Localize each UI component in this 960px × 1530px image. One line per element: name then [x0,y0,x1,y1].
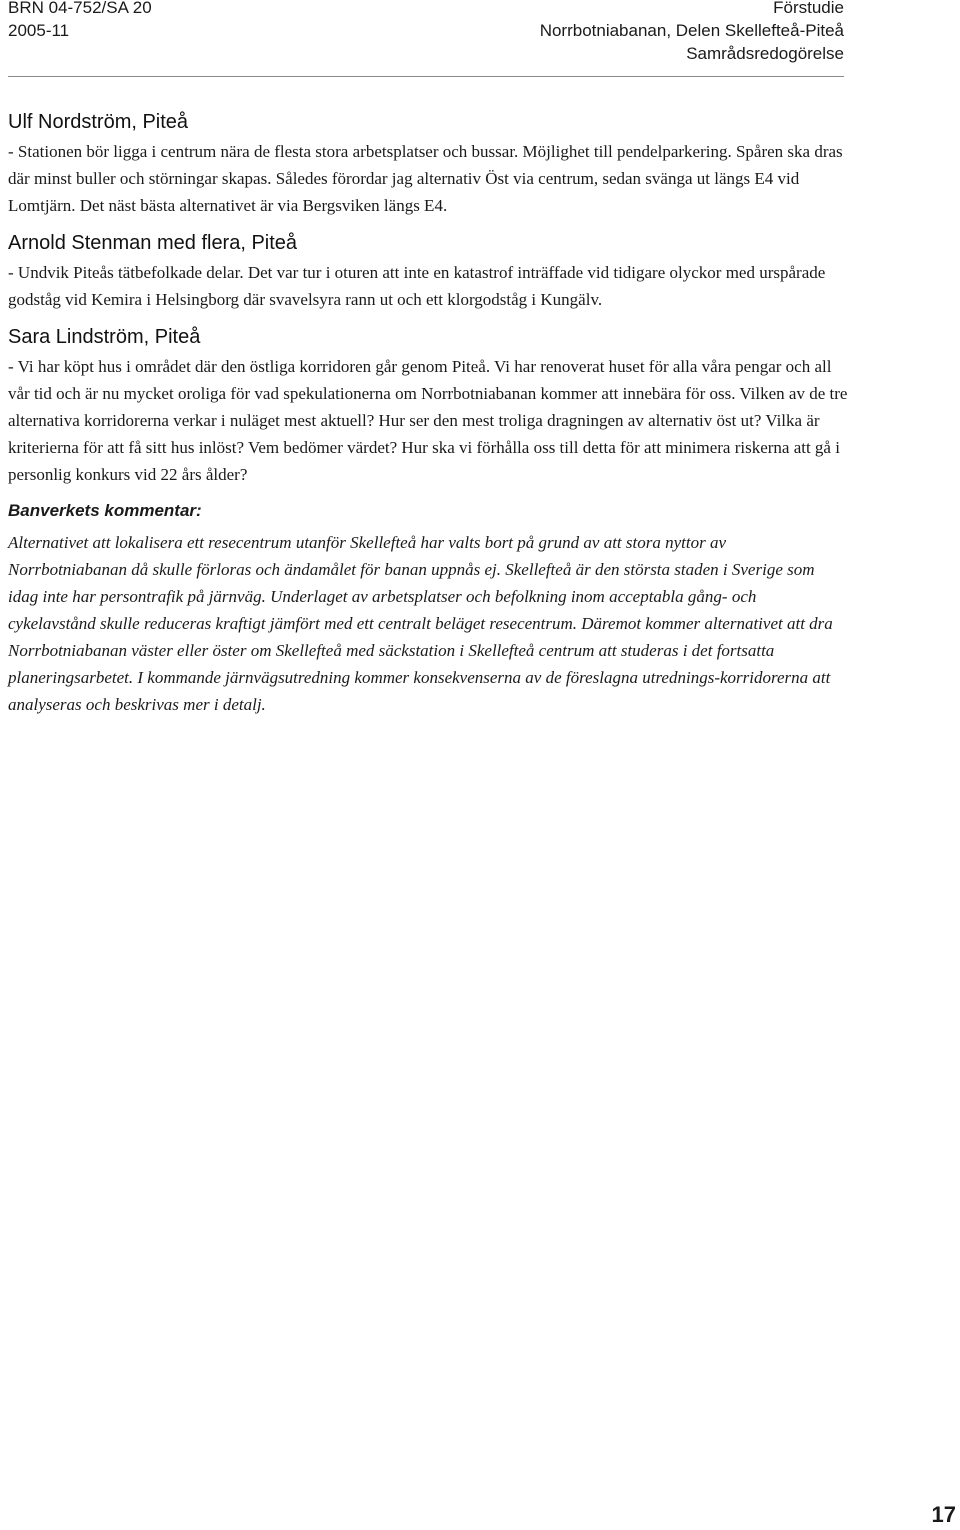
section-text: - Stationen bör ligga i centrum nära de flesta stora arbetsplatser och bussar. Möjlighet till pendelparkering. Spåren ska dras där minst buller och störningar skapas. Således förordar jag alternativ Öst via centrum, sedan svänga ut längs E4 vid Lomtjärn. Det näst bästa alternativet är via Bergsviken längs E4. [8,142,843,215]
page-header [8,0,844,77]
page-number: 17 [931,1502,956,1527]
section-text: - Vi har köpt hus i området där den östliga korridoren går genom Piteå. Vi har renoverat huset för alla våra pengar och all vår tid och är nu mycket oroliga för vad spekulationerna om Norrbotniabanan kommer att innebära för oss. Vilken av de tre alternativa korridorerna verkar i nuläget mest aktuell? Hur ser den mest troliga dragningen av alternativ öst ut? Vilka är kriterierna för att få sitt hus inlöst? Vem bedömer värdet? Hur ska vi förhålla oss till detta för att minimera riskerna att gå i personlig konkurs vid 22 års ålder? [8,357,848,484]
section-heading: Ulf Nordström, Piteå [8,111,189,133]
banverket-comment-text: Alternativet att lokalisera ett resecentrum utanför Skellefteå har valts bort på grund av att stora nyttor av Norrbotniabanan då skulle förloras och ändamålet för banan uppnås ej. Skellefteå är den största staden i Sverige som idag inte har persontrafik på järnväg. Underlaget av arbetsplatser och befolkning inom acceptabla gång- och cykelavstånd skulle reduceras kraftigt jämfört med ett centralt beläget resecentrum. Däremot kommer alternativet att dra Norrbotniabanan väster eller öster om Skellefteå med säckstation i Skellefteå centrum att studeras i det fortsatta planeringsarbetet. I kommande järnvägsutredning kommer konsekvenserna av de föreslagna utrednings-korridorerna att analyseras och beskrivas mer i detalj. [8,533,833,714]
section-heading: Arnold Stenman med flera, Piteå [8,232,298,254]
header-right [540,0,844,65]
project-name: Norrbotniabanan, Delen Skellefteå-Piteå [539,21,844,40]
document-date: 2005-11 [8,21,70,40]
section-text: - Undvik Piteås tätbefolkade delar. Det var tur i oturen att inte en katastrof inträffade vid tidigare olyckor med urspårade godståg vid Kemira i Helsingborg där svavelsyra rann ut och ett klorgodståg i Kungälv. [8,263,826,309]
header-left [8,0,152,42]
banverket-comment [8,498,848,718]
comment-section [8,323,848,488]
document-body [8,108,848,718]
comment-section [8,108,848,219]
report-name: Samrådsredogörelse [686,44,844,63]
document-type: Förstudie [773,0,844,17]
banverket-comment-heading: Banverkets kommentar: [8,501,202,520]
comment-section [8,229,848,313]
section-heading: Sara Lindström, Piteå [8,326,201,348]
document-id: BRN 04-752/SA 20 [8,0,152,17]
